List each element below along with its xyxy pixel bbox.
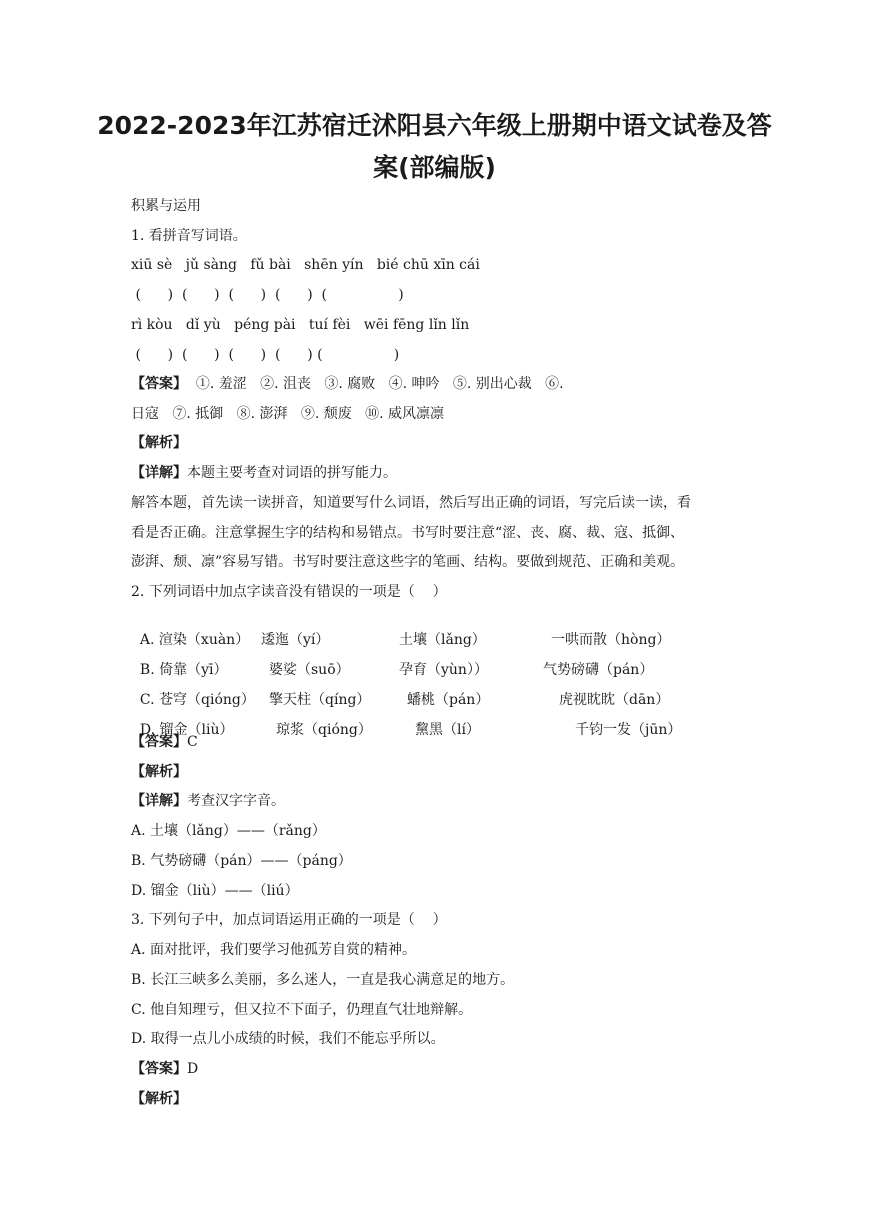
- q1-blanks-row-1: ( ) ( ) ( ) ( ) ( ): [131, 287, 404, 303]
- q2-option-d: D. 镏金（liù） 琼浆（qióng） 黧黑（lí） 千钧一发（jūn）: [139, 722, 682, 738]
- q3-answer-value: D: [187, 1061, 199, 1077]
- section-heading: 积累与运用: [131, 198, 201, 214]
- q2-a-word-3: 土壤（lǎng）: [399, 632, 486, 648]
- q2-fix-d: D. 镏金（liù）——（liú）: [131, 883, 299, 899]
- q2-c-word-4: 虎视眈眈（dān）: [559, 692, 670, 708]
- q2-detail: [131, 792, 285, 810]
- q2-d-word-4: 千钧一发（jūn）: [575, 722, 682, 738]
- q2-fix-b: B. 气势磅礴（pán）——（páng）: [131, 853, 352, 869]
- q2-option-b: B. 倚靠（yī） 婆娑（suō） 孕育（yùn）） 气势磅礴（pán）: [139, 662, 654, 678]
- q3-option-b: B. 长江三峡多么美丽，多么迷人，一直是我心满意足的地方。: [131, 972, 515, 988]
- page-title-line-2: 案(部编版): [373, 153, 496, 182]
- q2-fix-a: A. 土壤（lǎng）——（rǎng）: [131, 823, 326, 839]
- q2-answer: [131, 733, 198, 751]
- q1-answer-cont: 日寇 ⑦. 抵御 ⑧. 澎湃 ⑨. 颓废 ⑩. 威风凛凛: [131, 406, 445, 422]
- q3-answer: [131, 1060, 198, 1078]
- q2-b-word-3: 孕育（yùn））: [399, 662, 488, 678]
- q1-detail: [131, 464, 397, 482]
- q1-pinyin-row-2: rì kòu dǐ yù péng pài tuí fèi wēi fēng lǐn lǐn: [131, 317, 470, 333]
- q2-a-word-2: 逶迤（yí）: [261, 632, 330, 648]
- q1-stem: 1. 看拼音写词语。: [131, 228, 247, 244]
- analysis-label: 【解析】: [131, 1091, 187, 1107]
- q2-b-word-2: 婆娑（suō）: [269, 662, 350, 678]
- q2-a-word-1: 渲染（xuàn）: [158, 632, 250, 648]
- q1-para-2: 看是否正确。注意掌握生字的结构和易错点。书写时要注意“涩、丧、腐、裁、寇、抵御、: [131, 525, 685, 541]
- q3-option-a: A. 面对批评，我们要学习他孤芳自赏的精神。: [131, 942, 417, 958]
- answer-label: 【答案】: [131, 734, 187, 750]
- q2-d-word-2: 琼浆（qióng）: [276, 722, 372, 738]
- detail-label: 【详解】: [131, 465, 187, 481]
- q2-option-a: A. 渲染（xuàn） 逶迤（yí） 土壤（lǎng） 一哄而散（hòng）: [139, 632, 671, 648]
- page-title-line-1: 2022-2023年江苏宿迁沭阳县六年级上册期中语文试卷及答: [97, 111, 772, 140]
- q2-a-word-4: 一哄而散（hòng）: [551, 632, 671, 648]
- q2-c-word-1: 苍穹（qióng）: [159, 692, 255, 708]
- answer-label: 【答案】: [131, 1061, 187, 1077]
- q2-answer-value: C: [187, 734, 198, 750]
- q1-answer: [131, 375, 564, 393]
- q2-option-c: C. 苍穹（qióng） 擎天柱（qíng） 蟠桃（pán） 虎视眈眈（dān）: [139, 692, 670, 708]
- q2-stem: 2. 下列词语中加点字读音没有错误的一项是（ ）: [131, 584, 447, 600]
- q1-answer-text: ①. 羞涩 ②. 沮丧 ③. 腐败 ④. 呻吟 ⑤. 别出心裁 ⑥.: [187, 376, 564, 392]
- q2-b-word-1: 倚靠（yī）: [159, 662, 228, 678]
- detail-label: 【详解】: [131, 793, 187, 809]
- q1-para-1: 解答本题，首先读一读拼音，知道要写什么词语，然后写出正确的词语，写完后读一读，看: [131, 495, 691, 511]
- q2-detail-text: 考查汉字字音。: [187, 793, 285, 809]
- q3-option-d: D. 取得一点儿小成绩的时候，我们不能忘乎所以。: [131, 1031, 445, 1047]
- q1-para-3: 澎湃、颓、凛”容易写错。书写时要注意这些字的笔画、结构。要做到规范、正确和美观。: [131, 554, 685, 570]
- q2-b-word-4: 气势磅礴（pán）: [543, 662, 654, 678]
- analysis-label: 【解析】: [131, 435, 187, 451]
- q3-stem: 3. 下列句子中，加点词语运用正确的一项是（ ）: [131, 912, 447, 928]
- q1-pinyin-row-1: xiū sè jǔ sàng fǔ bài shēn yín bié chū xīn cái: [131, 257, 480, 273]
- q1-blanks-row-2: ( ) ( ) ( ) ( ) ( ): [131, 347, 400, 363]
- analysis-label: 【解析】: [131, 764, 187, 780]
- q3-option-c: C. 他自知理亏，但又拉不下面子，仍理直气壮地辩解。: [131, 1002, 473, 1018]
- q2-d-word-3: 黧黑（lí）: [415, 722, 480, 738]
- q2-c-word-2: 擎天柱（qíng）: [269, 692, 371, 708]
- q2-c-word-3: 蟠桃（pán）: [407, 692, 490, 708]
- q2-d-word-1: 镏金（liù）: [159, 722, 234, 738]
- answer-label: 【答案】: [131, 376, 187, 392]
- q1-detail-text: 本题主要考查对词语的拼写能力。: [187, 465, 397, 481]
